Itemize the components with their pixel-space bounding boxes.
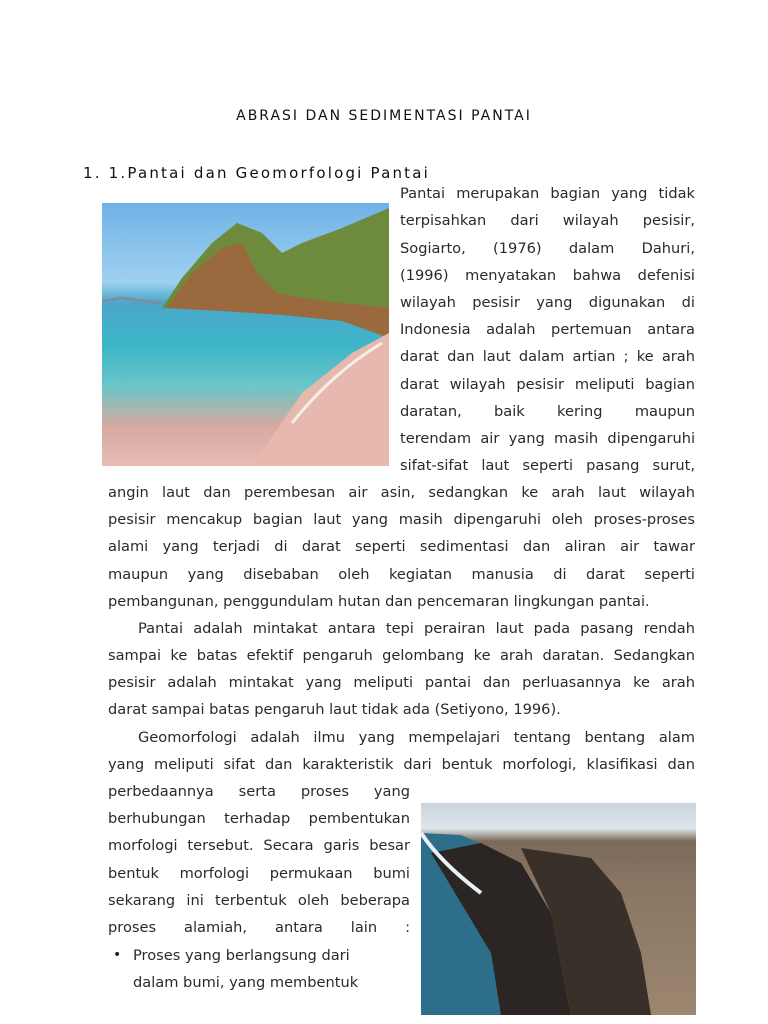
section-heading: 1. 1.Pantai dan Geomorfologi Pantai xyxy=(83,164,431,182)
text-line: Geomorfologi adalah ilmu yang mempelajari tentang bentang alam xyxy=(138,729,695,746)
text-line: (1996) menyatakan bahwa defenisi xyxy=(400,267,695,284)
text-line: angin laut dan perembesan air asin, sedangkan ke arah laut wilayah xyxy=(108,484,695,501)
bullet-line: dalam bumi, yang membentuk xyxy=(133,974,359,991)
text-line: pesisir mencakup bagian laut yang masih dipengaruhi oleh proses-proses xyxy=(108,511,695,528)
eroded-shore-photo xyxy=(421,803,696,1015)
bullet-icon: • xyxy=(113,947,122,963)
document-title: ABRASI DAN SEDIMENTASI PANTAI xyxy=(236,108,532,124)
text-line: Pantai merupakan bagian yang tidak xyxy=(400,185,695,202)
text-line: perbedaannya serta proses yang xyxy=(108,783,410,800)
text-line: sampai ke batas efektif pengaruh gelombang ke arah daratan. Sedangkan xyxy=(108,647,695,664)
text-line: maupun yang disebaban oleh kegiatan manusia di darat seperti xyxy=(108,566,695,583)
text-line: pesisir adalah mintakat yang meliputi pantai dan perluasannya ke arah xyxy=(108,674,695,691)
text-line: daratan, baik kering maupun xyxy=(400,403,695,420)
text-line: Pantai adalah mintakat antara tepi perairan laut pada pasang rendah xyxy=(138,620,695,637)
text-line: darat dan laut dalam artian ; ke arah xyxy=(400,348,695,365)
text-line: darat wilayah pesisir meliputi bagian xyxy=(400,376,695,393)
text-line: proses alamiah, antara lain : xyxy=(108,919,410,936)
text-line: pembangunan, penggundulam hutan dan pencemaran lingkungan pantai. xyxy=(108,593,650,610)
text-line: darat sampai batas pengaruh laut tidak ada (Setiyono, 1996). xyxy=(108,701,561,718)
text-line: Indonesia adalah pertemuan antara xyxy=(400,321,695,338)
text-line: terendam air yang masih dipengaruhi xyxy=(400,430,695,447)
text-line: wilayah pesisir yang digunakan di xyxy=(400,294,695,311)
text-line: yang meliputi sifat dan karakteristik dari bentuk morfologi, klasifikasi dan xyxy=(108,756,695,773)
bullet-line: Proses yang berlangsung dari xyxy=(133,947,350,964)
text-line: bentuk morfologi permukaan bumi xyxy=(108,865,410,882)
text-line: alami yang terjadi di darat seperti sedimentasi dan aliran air tawar xyxy=(108,538,695,555)
beach-photo xyxy=(102,203,389,466)
text-line: Sogiarto, (1976) dalam Dahuri, xyxy=(400,240,695,257)
text-line: sifat-sifat laut seperti pasang surut, xyxy=(400,457,695,474)
text-line: sekarang ini terbentuk oleh beberapa xyxy=(108,892,410,909)
text-line: morfologi tersebut. Secara garis besar xyxy=(108,837,410,854)
text-line: berhubungan terhadap pembentukan xyxy=(108,810,410,827)
text-line: terpisahkan dari wilayah pesisir, xyxy=(400,212,695,229)
